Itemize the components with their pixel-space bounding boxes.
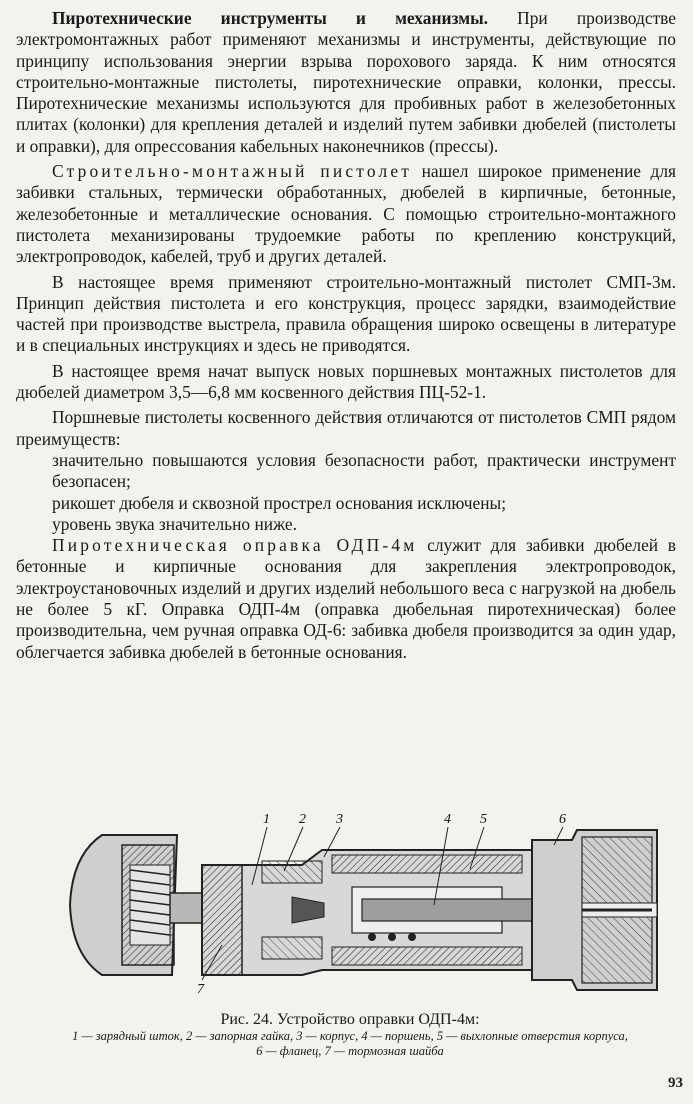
term-mandrel: Пиротехническая оправка ОДП-4м [52, 535, 418, 556]
paragraph-2 [16, 161, 676, 267]
paragraph-2-text: нашел широкое применение для забивки стальных, термически обработанных, дюбелей в кирпичные, бетонные, железобетонные и металлические основания. С помощью строительно-монтажного пистолета механизированы трудоемкие работы по креплению конструкций, электропроводок, кабелей, труб и других деталей. [16, 161, 676, 267]
figure-caption [70, 1010, 630, 1059]
page-number: 93 [668, 1075, 683, 1091]
callout-3: 3 [336, 812, 343, 827]
flange [532, 830, 657, 990]
housing [202, 850, 582, 975]
caption-legend: 1 — зарядный шток, 2 — запорная гайка, 3 — корпус, 4 — поршень, 5 — выхлопные отверстия корпуса, 6 — фланец, 7 — тормозная шайба [72, 1029, 628, 1058]
paragraph-5: Поршневые пистолеты косвенного действия отличаются от пистолетов СМП рядом преимуществ: [16, 407, 676, 449]
odp-4m-mandrel-drawing [62, 812, 662, 997]
callout-6: 6 [559, 812, 566, 827]
list-item: уровень звука значительно ниже. [52, 513, 297, 534]
list-item: рикошет дюбеля и сквозной прострел основания исключены; [52, 492, 507, 513]
list-item: значительно повышаются условия безопасности работ, практически инструмент безопасен; [52, 449, 676, 492]
callout-5: 5 [480, 812, 487, 827]
paragraph-6 [16, 535, 676, 663]
paragraph-6-text: служит для забивки дюбелей в бетонные и кирпичные основания для закрепления электропроводок, электроустановочных изделий и других изделий небольшого веса с нагрузкой на дюбель не более 5 кГ. Оправка ОДП-4м (оправка дюбельная пиротехническая) более производительна, чем ручная оправка ОД-6: забивка дюбеля производится за один удар, облегчается забивка дюбелей в бетонные основания. [16, 535, 676, 662]
paragraph-4: В настоящее время начат выпуск новых поршневых монтажных пистолетов для дюбелей диаметром 3,5—6,8 мм косвенного действия ПЦ-52-1. [16, 360, 676, 403]
section-heading: Пиротехнические инструменты и механизмы. [52, 8, 489, 28]
paragraph-1 [16, 8, 676, 157]
callout-7: 7 [197, 982, 204, 997]
paragraph-3: В настоящее время применяют строительно-монтажный пистолет СМП-3м. Принцип действия пистолета и его конструкция, процесс зарядки, взаимодействие частей при производстве выстрела, правила обращения широко освещены в литературе и в специальных инструкциях и здесь не приводятся. [16, 271, 676, 356]
paragraph-1-text: При производстве электромонтажных работ применяют механизмы и инструменты, действующие по принципу использования энергии взрыва порохового заряда. К ним относятся строительно-монтажные пистолеты, пиротехнические оправки, колонки, прессы. Пиротехнические механизмы используются для пробивных работ в железобетонных плитах (колонки) для крепления деталей и изделий путем забивки дюбелей (пистолеты и оправки), для опрессования кабельных наконечников (прессы). [16, 8, 676, 156]
callout-1: 1 [263, 812, 270, 827]
term-pistol: Строительно-монтажный пистолет [52, 161, 413, 182]
caption-title: Рис. 24. Устройство оправки ОДП-4м: [220, 1011, 480, 1028]
callout-2: 2 [299, 812, 306, 827]
page-text [16, 8, 676, 663]
callout-4: 4 [444, 812, 451, 827]
charging-knob [70, 835, 177, 975]
